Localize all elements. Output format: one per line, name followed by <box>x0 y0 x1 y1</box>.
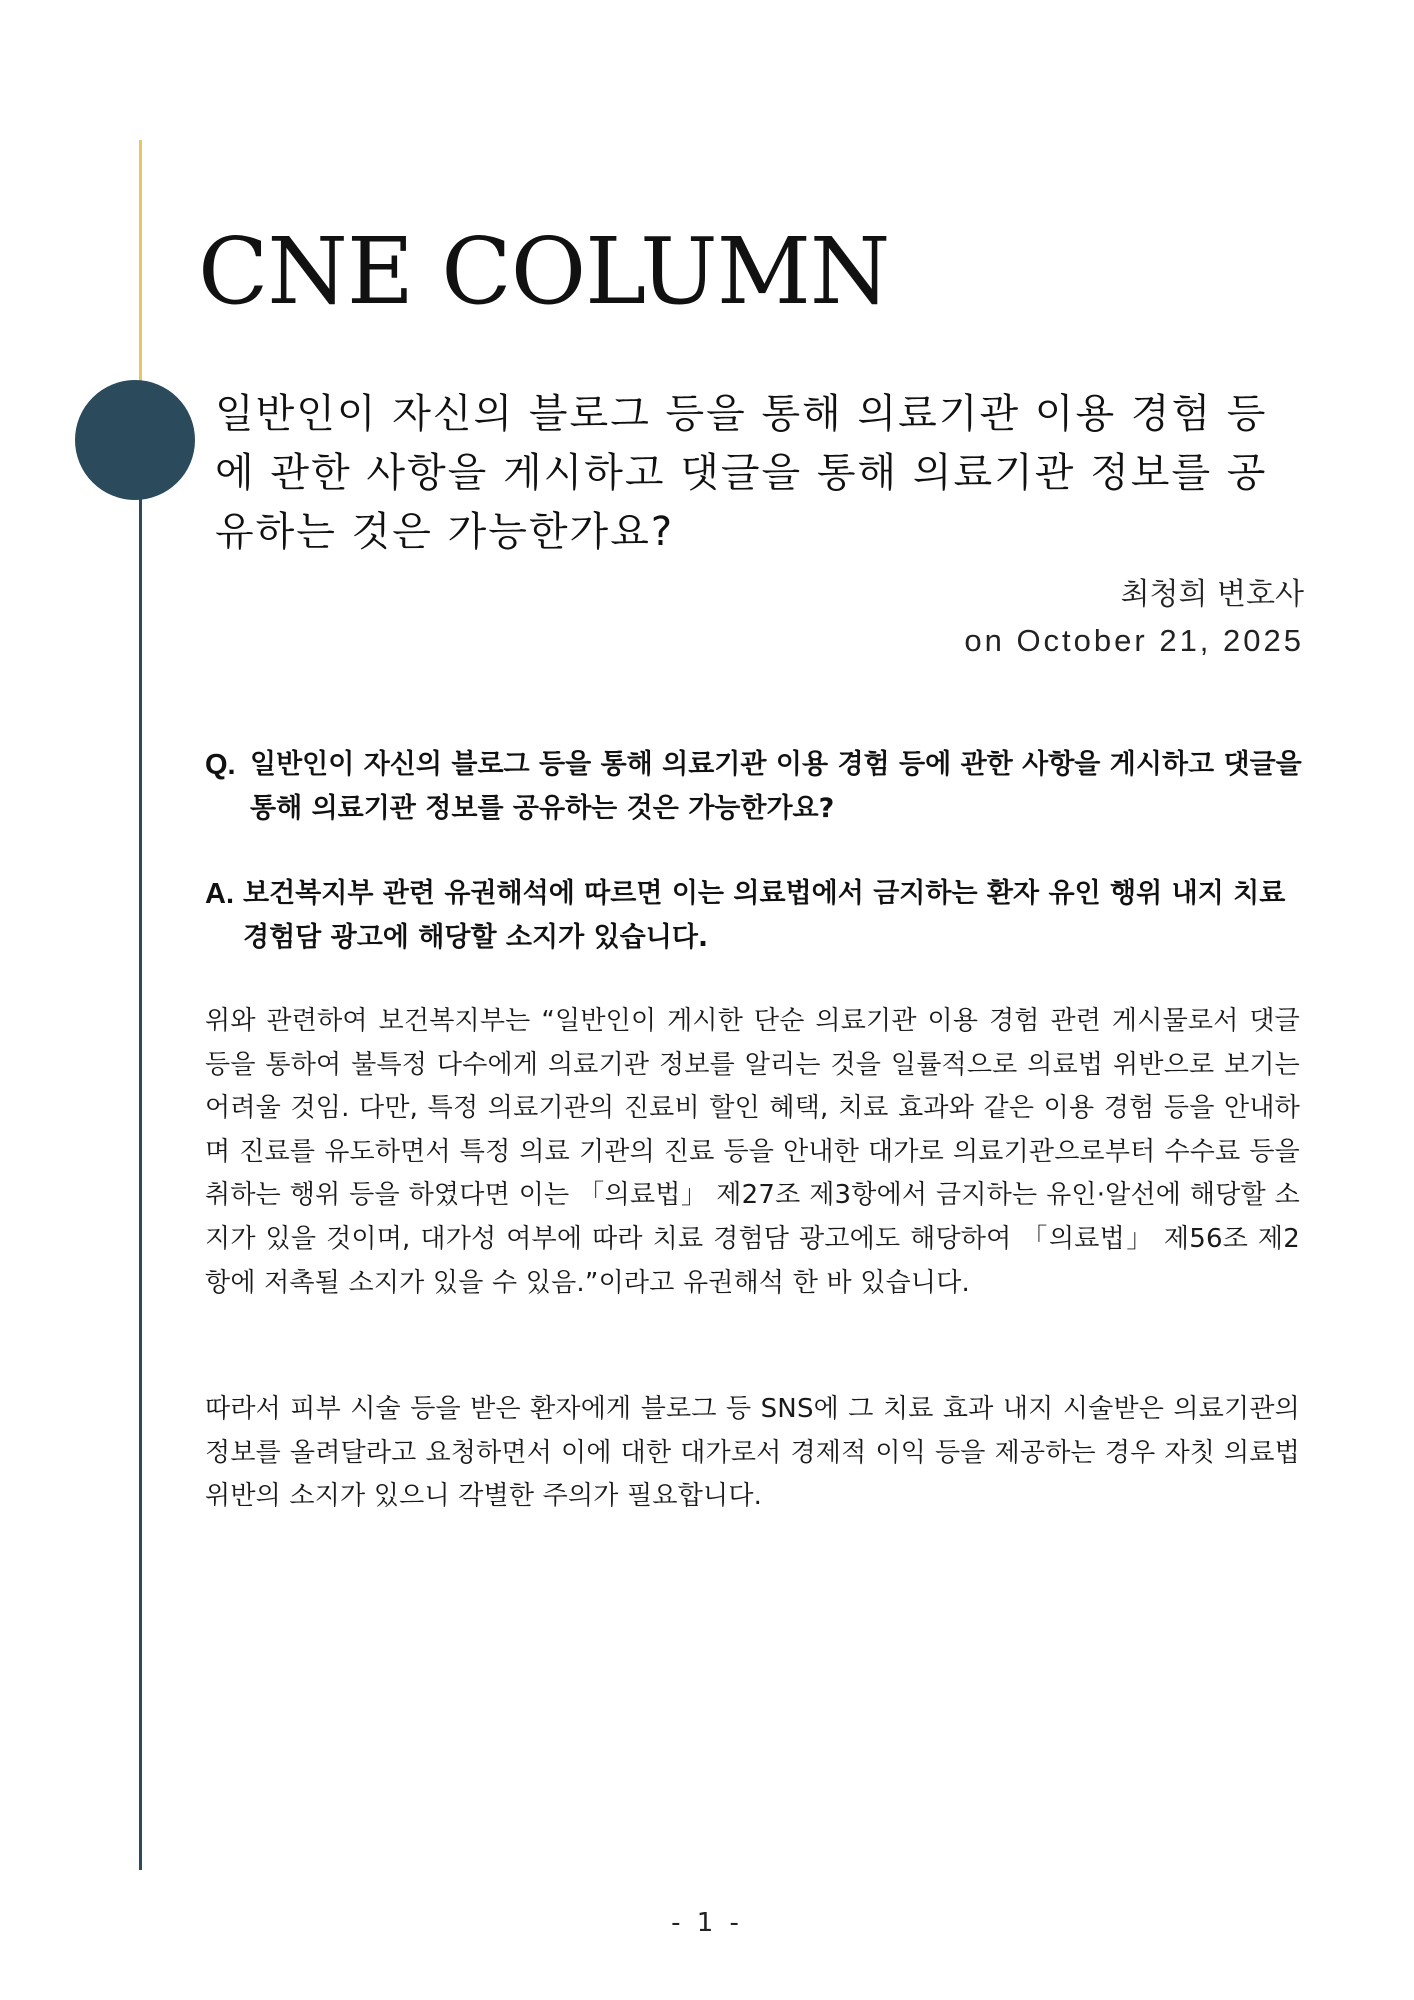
navy-timeline-line <box>139 440 142 1870</box>
body-paragraph-2: 따라서 피부 시술 등을 받은 환자에게 블로그 등 SNS에 그 치료 효과 내지 시술받은 의료기관의 정보를 올려달라고 요청하면서 이에 대한 대가로서 경제적 이익 등을 제공하는 경우 자칫 의료법 위반의 소지가 있으니 각별한 주의가 필요합니다. <box>205 1394 1300 1512</box>
answer-prefix: A. <box>205 878 234 910</box>
timeline-dot <box>75 380 195 500</box>
publish-date: on October 21, 2025 <box>964 623 1304 658</box>
byline <box>964 572 1304 664</box>
question-text: 일반인이 자신의 블로그 등을 통해 의료기관 이용 경험 등에 관한 사항을 게시하고 댓글을 통해 의료기관 정보를 공유하는 것은 가능한가요? <box>250 749 1302 824</box>
answer-text: 보건복지부 관련 유권해석에 따르면 이는 의료법에서 금지하는 환자 유인 행위 내지 치료 경험담 광고에 해당할 소지가 있습니다. <box>243 878 1286 953</box>
article-headline: 일반인이 자신의 블로그 등을 통해 의료기관 이용 경험 등에 관한 사항을 게시하고 댓글을 통해 의료기관 정보를 공유하는 것은 가능한가요? <box>215 391 1268 555</box>
answer-block <box>205 872 1305 960</box>
masthead-title: CNE COLUMN <box>198 218 890 325</box>
question-prefix: Q. <box>205 749 236 781</box>
page-number: - 1 - <box>671 1908 743 1938</box>
question-block <box>205 743 1305 831</box>
author-name: 최청희 변호사 <box>1120 577 1304 612</box>
body-paragraph-1: 위와 관련하여 보건복지부는 “일반인이 게시한 단순 의료기관 이용 경험 관련 게시물로서 댓글 등을 통하여 불특정 다수에게 의료기관 정보를 알리는 것을 일률적으로 의료법 위반으로 보기는 어려울 것임. 다만, 특정 의료기관의 진료비 할인 혜택, 치료 효과와 같은 이용 경험 등을 안내하며 진료를 유도하면서 특정 의료 기관의 진료 등을 안내한 대가로 의료기관으로부터 수수료 등을 취하는 행위 등을 하였다면 이는 「의료법」 제27조 제3항에서 금지하는 유인·알선에 해당할 소지가 있을 것이며, 대가성 여부에 따라 치료 경험담 광고에도 해당하여 「의료법」 제56조 제2항에 저촉될 소지가 있을 수 있음.”이라고 유권해석 한 바 있습니다. <box>205 1006 1300 1298</box>
